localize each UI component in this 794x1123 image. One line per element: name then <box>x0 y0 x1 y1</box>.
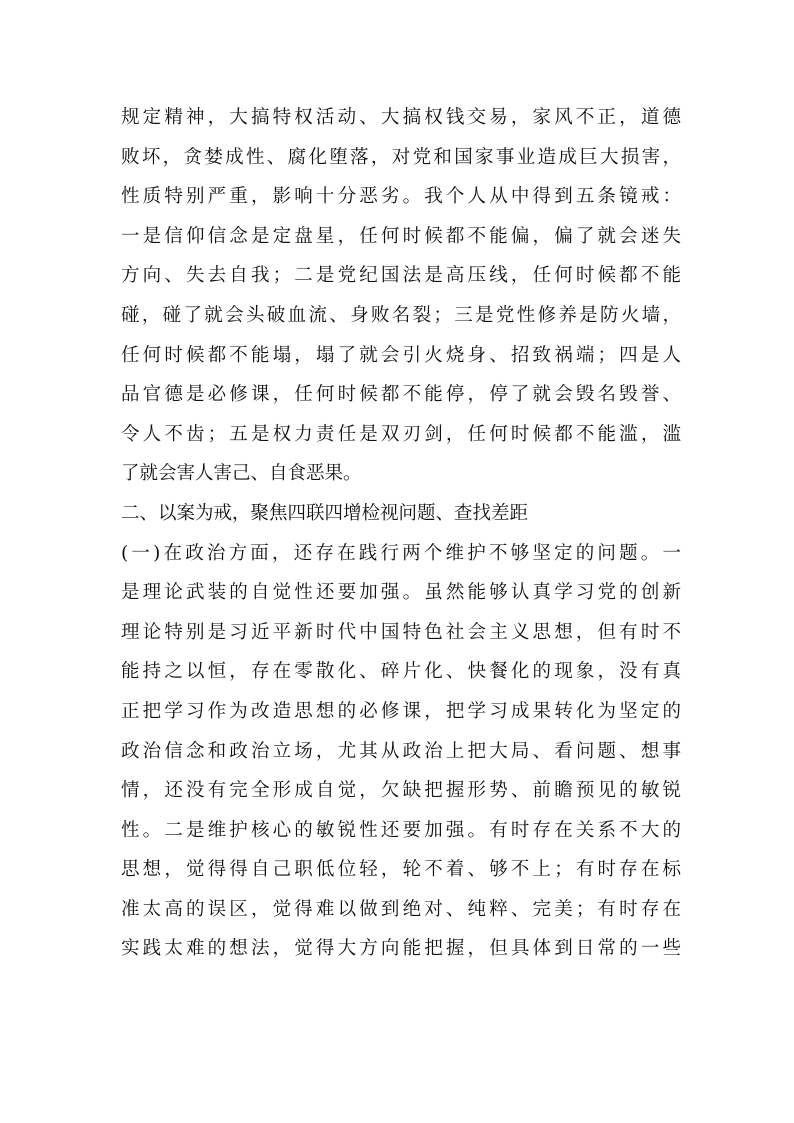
text-line: (一)在政治方面，还存在践行两个维护不够坚定的问题。一 <box>121 542 681 564</box>
text-line: 情，还没有完全形成自觉，欠缺把握形势、前瞻预见的敏锐 <box>121 780 681 802</box>
text-line: 理论特别是习近平新时代中国特色社会主义思想，但有时不 <box>121 621 681 643</box>
text-line: 品官德是必修课，任何时候都不能停，停了就会毁名毁誉、 <box>121 384 681 406</box>
text-line: 任何时候都不能塌，塌了就会引火烧身、招致祸端；四是人 <box>121 344 681 366</box>
text-line: 方向、失去自我；二是党纪国法是高压线，任何时候都不能 <box>121 265 681 287</box>
text-line: 正把学习作为改造思想的必修课，把学习成果转化为坚定的 <box>121 700 681 722</box>
text-line: 实践太难的想法，觉得大方向能把握，但具体到日常的一些 <box>121 938 681 960</box>
text-line: 性质特别严重，影响十分恶劣。我个人从中得到五条镜戒： <box>121 186 681 208</box>
text-line: 政治信念和政治立场，尤其从政治上把大局、看问题、想事 <box>121 740 681 762</box>
text-line: 碰，碰了就会头破血流、身败名裂；三是党性修养是防火墙， <box>121 304 681 326</box>
text-line: 性。二是维护核心的敏锐性还要加强。有时存在关系不大的 <box>121 819 681 841</box>
section-heading: 二、以案为戒，聚焦四联四增检视问题、查找差距 <box>121 502 529 524</box>
text-line: 是理论武装的自觉性还要加强。虽然能够认真学习党的创新 <box>121 582 681 604</box>
text-line: 败坏，贪婪成性、腐化堕落，对党和国家事业造成巨大损害， <box>121 146 681 168</box>
text-line: 规定精神，大搞特权活动、大搞权钱交易，家风不正，道德 <box>121 107 681 128</box>
text-line: 一是信仰信念是定盘星，任何时候都不能偏，偏了就会迷失 <box>121 225 681 247</box>
text-line: 了就会害人害己、自食恶果。 <box>121 463 362 485</box>
text-line: 令人不齿；五是权力责任是双刃剑，任何时候都不能滥，滥 <box>121 423 681 445</box>
text-line: 思想，觉得得自己职低位轻，轮不着、够不上；有时存在标 <box>121 859 681 881</box>
text-line: 能持之以恒，存在零散化、碎片化、快餐化的现象，没有真 <box>121 661 681 683</box>
text-line: 准太高的误区，觉得难以做到绝对、纯粹、完美；有时存在 <box>121 898 681 920</box>
document-body <box>121 98 681 969</box>
